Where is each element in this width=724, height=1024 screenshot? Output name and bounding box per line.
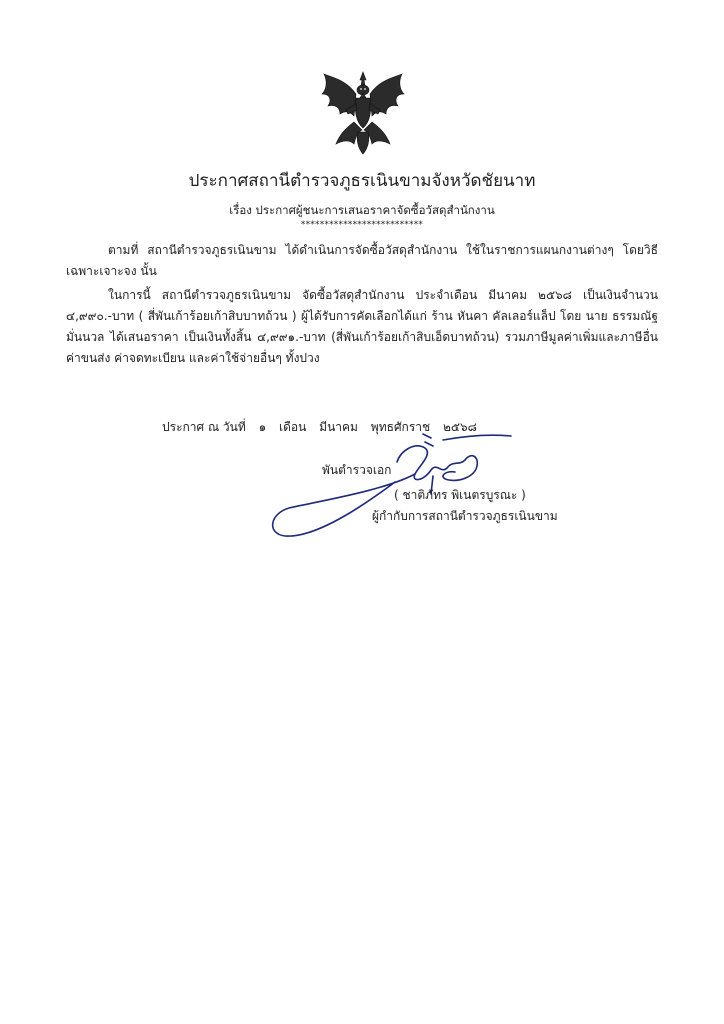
signer-position: ผู้กำกับการสถานีตำรวจภูธรเนินขาม [372,509,558,523]
signer-rank: พันตำรวจเอก [322,463,392,477]
garuda-emblem-icon [318,70,408,156]
document-title: ประกาศสถานีตำรวจภูธรเนินขามจังหวัดชัยนาท [188,171,536,191]
paragraph-details: ในการนี้ สถานีตำรวจภูธรเนินขาม จัดซื้อวัสดุสำนักงาน ประจำเดือน มีนาคม ๒๕๖๘ เป็นเงินจำนวน ๔,๙๙๐.-บาท ( สี่พันเก้าร้อยเก้าสิบบาทถ้วน ) ผู้ได้รับการคัดเลือกได้แก่ ร้าน หันคา คัลเลอร์แล็ป โดย นาย ธรรมณัฐ มั่นนวล ได้เสนอราคา เป็นเงินทั้งสิ้น ๔,๙๙๑.-บาท (สี่พันเก้าร้อยเก้าสิบเอ็ดบาทถ้วน) รวมภาษีมูลค่าเพิ่มและภาษีอื่น ค่าขนส่ง ค่าจดทะเบียน และค่าใช้จ่ายอื่นๆ ทั้งปวง [66,288,658,365]
separator-line: ************************** [300,220,424,230]
announce-month: มีนาคม [319,420,358,434]
announce-prefix: ประกาศ ณ วันที่ [162,420,246,434]
signer-name: ( ชาติภัทร พิเนตรบูรณะ ) [394,488,526,502]
announce-month-label: เดือน [279,420,307,434]
announce-day: ๑ [258,420,267,434]
paragraph-intro: ตามที่ สถานีตำรวจภูธรเนินขาม ได้ดำเนินการจัดซื้อวัสดุสำนักงาน ใช้ในราชการแผนกงานต่างๆ โดยวิธีเฉพาะเจาะจง นั้น [66,243,658,278]
announce-year: ๒๕๖๘ [442,420,477,434]
announce-year-label: พุทธศักราช [370,420,431,434]
document-subject: เรื่อง ประกาศผู้ชนะการเสนอราคาจัดซื้อวัสดุสำนักงาน [229,203,495,217]
